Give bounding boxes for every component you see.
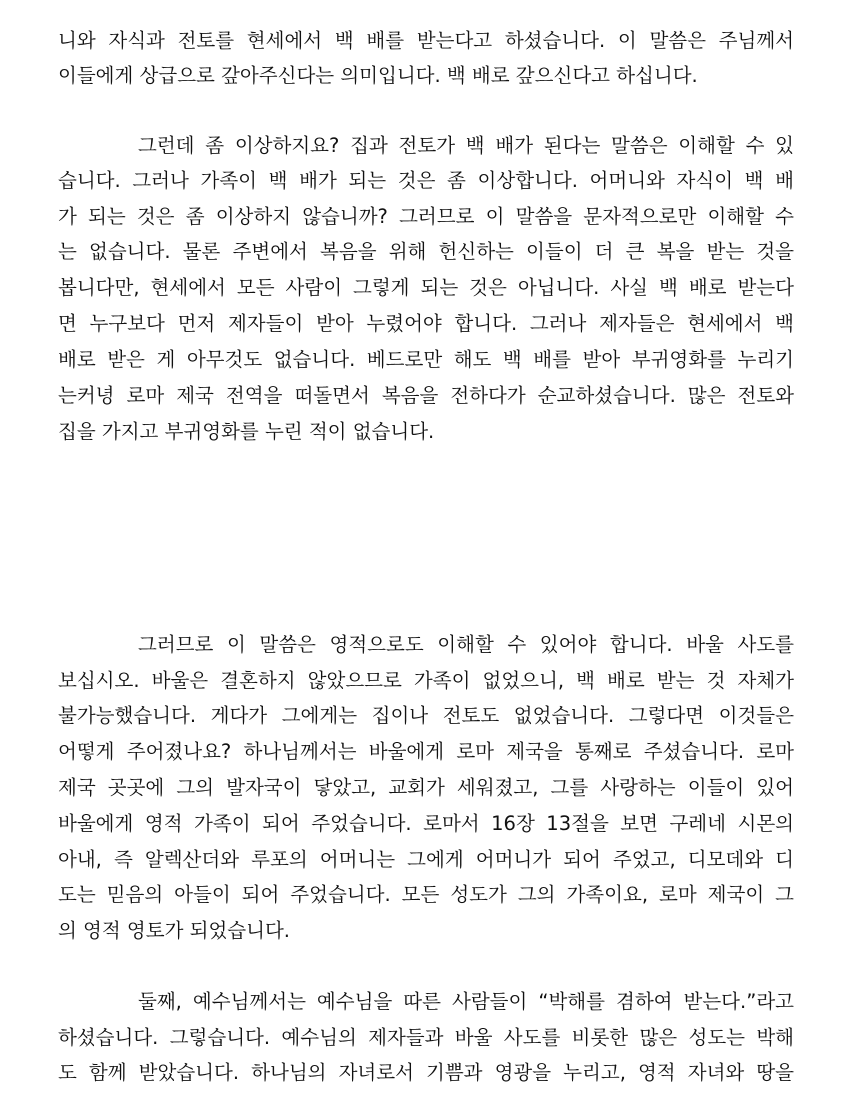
text-line: 면 누구보다 먼저 제자들이 받아 누렸어야 합니다. 그러나 제자들은 현세에서 백: [58, 312, 794, 335]
text-line: 어떻게 주어졌나요? 하나님께서는 바울에게 로마 제국을 통째로 주셨습니다. 로마: [58, 740, 794, 763]
text-line: 제국 곳곳에 그의 발자국이 닿았고, 교회가 세워졌고, 그를 사랑하는 이들이 있어: [58, 776, 794, 799]
text-line: 하셨습니다. 그렇습니다. 예수님의 제자들과 바울 사도를 비롯한 많은 성도는 박해: [58, 1026, 794, 1049]
text-line: 아내, 즉 알렉산더와 루포의 어머니는 그에게 어머니가 되어 주었고, 디모데와 디: [58, 848, 794, 871]
text-line: 보십시오. 바울은 결혼하지 않았으므로 가족이 없었으니, 백 배로 받는 것 자체가: [58, 669, 794, 692]
text-line: 불가능했습니다. 게다가 그에게는 집이나 전토도 없었습니다. 그렇다면 이것들은: [58, 704, 794, 727]
text-line: 니와 자식과 전토를 현세에서 백 배를 받는다고 하셨습니다. 이 말씀은 주님께서: [58, 29, 794, 52]
text-line: 의 영적 영토가 되었습니다.: [58, 919, 291, 942]
text-line: 가 되는 것은 좀 이상하지 않습니까? 그러므로 이 말씀을 문자적으로만 이해할 수: [58, 205, 794, 228]
text-line: 그런데 좀 이상하지요? 집과 전토가 백 배가 된다는 말씀은 이해할 수 있: [138, 134, 794, 157]
text-line: 봅니다만, 현세에서 모든 사람이 그렇게 되는 것은 아닙니다. 사실 백 배로 받는다: [58, 276, 794, 299]
text-line: 배로 받은 게 아무것도 없습니다. 베드로만 해도 백 배를 받아 부귀영화를 누리기: [58, 348, 794, 371]
text-line: 그러므로 이 말씀은 영적으로도 이해할 수 있어야 합니다. 바울 사도를: [138, 633, 794, 656]
text-line: 습니다. 그러나 가족이 백 배가 되는 것은 좀 이상합니다. 어머니와 자식이 백 배: [58, 169, 794, 192]
text-line: 는 없습니다. 물론 주변에서 복음을 위해 헌신하는 이들이 더 큰 복을 받는 것을: [58, 240, 794, 263]
text-line: 도는 믿음의 아들이 되어 주었습니다. 모든 성도가 그의 가족이요, 로마 제국이 그: [58, 883, 794, 906]
text-line: 집을 가지고 부귀영화를 누린 적이 없습니다.: [58, 420, 435, 443]
text-line: 둘째, 예수님께서는 예수님을 따른 사람들이 “박해를 겸하여 받는다.”라고: [138, 990, 794, 1013]
text-line: 는커녕 로마 제국 전역을 떠돌면서 복음을 전하다가 순교하셨습니다. 많은 전토와: [58, 384, 794, 407]
text-line: 이들에게 상급으로 갚아주신다는 의미입니다. 백 배로 갚으신다고 하십니다.: [58, 64, 698, 87]
text-line: 도 함께 받았습니다. 하나님의 자녀로서 기쁨과 영광을 누리고, 영적 자녀와 땅을: [58, 1061, 794, 1084]
text-line: 바울에게 영적 가족이 되어 주었습니다. 로마서 16장 13절을 보면 구레네 시몬의: [58, 812, 794, 835]
